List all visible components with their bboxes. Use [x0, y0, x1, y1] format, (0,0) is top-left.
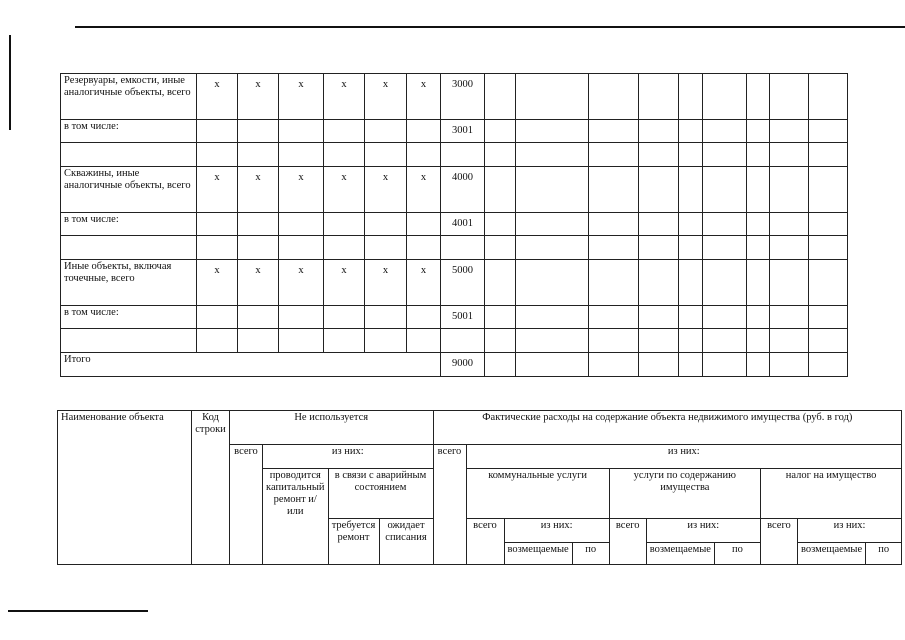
- empty-cell: [324, 236, 365, 260]
- empty-cell: [770, 120, 809, 143]
- empty-cell: [197, 329, 238, 353]
- row-code: 5001: [441, 306, 485, 329]
- empty-cell: [324, 120, 365, 143]
- section-label: Резервуары, емкости, иные аналогичные объекты, всего: [61, 74, 197, 120]
- empty-cell: [747, 143, 770, 167]
- empty-cell: [809, 213, 848, 236]
- table-row: [61, 143, 848, 167]
- code-header: Код строки: [192, 411, 230, 565]
- empty-cell: [809, 353, 848, 377]
- empty-cell: [516, 306, 589, 329]
- not-used-header: Не используется: [230, 411, 434, 445]
- empty-cell: [770, 167, 809, 213]
- section-label: Иные объекты, включая точечные, всего: [61, 260, 197, 306]
- empty-cell: [485, 236, 516, 260]
- row-code: [441, 236, 485, 260]
- row-code: 3000: [441, 74, 485, 120]
- utilities-header: коммунальные услуги: [466, 469, 609, 519]
- empty-cell: [703, 306, 747, 329]
- empty-cell: [589, 213, 639, 236]
- empty-cell: [516, 236, 589, 260]
- empty-cell: [703, 143, 747, 167]
- empty-cell: [809, 260, 848, 306]
- empty-cell: [639, 143, 679, 167]
- top-rule: [75, 26, 905, 28]
- empty-cell: [703, 329, 747, 353]
- tax-by: по: [866, 543, 902, 565]
- awaits-writeoff-header: ожидает списания: [379, 519, 433, 565]
- empty-cell: [197, 120, 238, 143]
- empty-cell: [516, 143, 589, 167]
- empty-cell: [589, 143, 639, 167]
- empty-cell: [679, 260, 703, 306]
- maintenance-reimbursed: возмещаемые: [646, 543, 714, 565]
- empty-cell: [197, 236, 238, 260]
- row-code: 4001: [441, 213, 485, 236]
- tax-reimbursed: возмещаемые: [797, 543, 865, 565]
- empty-cell: [747, 236, 770, 260]
- costs-of-them: из них:: [466, 445, 902, 469]
- x-mark: x: [324, 260, 365, 306]
- x-mark: x: [279, 74, 324, 120]
- empty-cell: [485, 120, 516, 143]
- x-mark: x: [407, 167, 441, 213]
- empty-cell: [238, 236, 279, 260]
- empty-cell: [365, 120, 407, 143]
- empty-cell: [679, 213, 703, 236]
- empty-cell: [809, 167, 848, 213]
- x-mark: x: [279, 260, 324, 306]
- row-label: в том числе:: [61, 213, 197, 236]
- empty-cell: [324, 329, 365, 353]
- empty-cell: [365, 329, 407, 353]
- needs-repair-header: требуется ремонт: [328, 519, 379, 565]
- empty-cell: [324, 213, 365, 236]
- property-tax-header: налог на имущество: [760, 469, 901, 519]
- empty-cell: [747, 120, 770, 143]
- costs-total: всего: [433, 445, 466, 565]
- table-row: [61, 213, 848, 236]
- empty-cell: [770, 260, 809, 306]
- empty-cell: [679, 329, 703, 353]
- empty-cell: [279, 143, 324, 167]
- empty-cell: [679, 306, 703, 329]
- row-label: [61, 236, 197, 260]
- row-code: 4000: [441, 167, 485, 213]
- empty-cell: [407, 143, 441, 167]
- empty-cell: [485, 143, 516, 167]
- empty-cell: [589, 74, 639, 120]
- table-row: [61, 329, 848, 353]
- empty-cell: [238, 329, 279, 353]
- empty-cell: [747, 329, 770, 353]
- empty-cell: [197, 213, 238, 236]
- empty-cell: [747, 260, 770, 306]
- empty-cell: [485, 329, 516, 353]
- table-row: [61, 74, 848, 120]
- empty-cell: [238, 120, 279, 143]
- x-mark: x: [407, 74, 441, 120]
- empty-cell: [197, 306, 238, 329]
- empty-cell: [679, 74, 703, 120]
- empty-cell: [516, 329, 589, 353]
- empty-cell: [589, 260, 639, 306]
- empty-cell: [770, 236, 809, 260]
- empty-cell: [407, 120, 441, 143]
- empty-cell: [516, 120, 589, 143]
- x-mark: x: [197, 260, 238, 306]
- table-row: [61, 236, 848, 260]
- empty-cell: [238, 306, 279, 329]
- total-code: 9000: [441, 353, 485, 377]
- empty-cell: [279, 306, 324, 329]
- empty-cell: [238, 213, 279, 236]
- empty-cell: [485, 306, 516, 329]
- row-code: 3001: [441, 120, 485, 143]
- maintenance-header: услуги по содержанию имущества: [609, 469, 760, 519]
- x-mark: x: [238, 260, 279, 306]
- row-code: 5000: [441, 260, 485, 306]
- empty-cell: [589, 353, 639, 377]
- empty-cell: [407, 306, 441, 329]
- empty-cell: [639, 213, 679, 236]
- section-label: Скважины, иные аналогичные объекты, всего: [61, 167, 197, 213]
- empty-cell: [747, 213, 770, 236]
- empty-cell: [365, 306, 407, 329]
- empty-cell: [365, 213, 407, 236]
- objects-table-body: [61, 74, 848, 377]
- empty-cell: [770, 213, 809, 236]
- left-margin-mark: [9, 35, 11, 130]
- objects-table: [60, 73, 848, 377]
- tax-total: всего: [760, 519, 797, 565]
- total-label: Итого: [61, 353, 441, 377]
- empty-cell: [589, 120, 639, 143]
- empty-cell: [639, 260, 679, 306]
- name-header: Наименование объекта: [58, 411, 192, 565]
- empty-cell: [516, 213, 589, 236]
- empty-cell: [770, 306, 809, 329]
- empty-cell: [639, 329, 679, 353]
- empty-cell: [703, 74, 747, 120]
- empty-cell: [679, 353, 703, 377]
- x-mark: x: [407, 260, 441, 306]
- maintenance-of-them: из них:: [646, 519, 760, 543]
- table-row: [61, 120, 848, 143]
- empty-cell: [703, 260, 747, 306]
- empty-cell: [589, 236, 639, 260]
- x-mark: x: [324, 167, 365, 213]
- empty-cell: [747, 167, 770, 213]
- table-row: [61, 167, 848, 213]
- utilities-total: всего: [466, 519, 504, 565]
- empty-cell: [809, 120, 848, 143]
- bottom-rule: [8, 610, 148, 612]
- empty-cell: [703, 353, 747, 377]
- empty-cell: [809, 306, 848, 329]
- empty-cell: [639, 74, 679, 120]
- empty-cell: [703, 213, 747, 236]
- x-mark: x: [365, 260, 407, 306]
- empty-cell: [747, 306, 770, 329]
- empty-cell: [770, 329, 809, 353]
- row-label: в том числе:: [61, 120, 197, 143]
- empty-cell: [238, 143, 279, 167]
- empty-cell: [639, 236, 679, 260]
- table-row: [61, 306, 848, 329]
- x-mark: x: [238, 167, 279, 213]
- row-label: в том числе:: [61, 306, 197, 329]
- empty-cell: [516, 167, 589, 213]
- empty-cell: [279, 120, 324, 143]
- empty-cell: [679, 167, 703, 213]
- empty-cell: [485, 260, 516, 306]
- row-code: [441, 329, 485, 353]
- empty-cell: [365, 143, 407, 167]
- empty-cell: [639, 167, 679, 213]
- empty-cell: [516, 260, 589, 306]
- empty-cell: [407, 329, 441, 353]
- x-mark: x: [197, 167, 238, 213]
- empty-cell: [485, 74, 516, 120]
- tax-of-them: из них:: [797, 519, 901, 543]
- utilities-by: по: [572, 543, 609, 565]
- empty-cell: [279, 329, 324, 353]
- x-mark: x: [365, 74, 407, 120]
- empty-cell: [589, 167, 639, 213]
- maintenance-by: по: [714, 543, 760, 565]
- empty-cell: [747, 353, 770, 377]
- row-label: [61, 143, 197, 167]
- table-row: [61, 260, 848, 306]
- empty-cell: [639, 353, 679, 377]
- empty-cell: [324, 143, 365, 167]
- empty-cell: [703, 120, 747, 143]
- empty-cell: [365, 236, 407, 260]
- empty-cell: [679, 236, 703, 260]
- row-code: [441, 143, 485, 167]
- empty-cell: [485, 167, 516, 213]
- x-mark: x: [365, 167, 407, 213]
- empty-cell: [809, 143, 848, 167]
- empty-cell: [279, 236, 324, 260]
- x-mark: x: [238, 74, 279, 120]
- empty-cell: [324, 306, 365, 329]
- utilities-of-them: из них:: [504, 519, 609, 543]
- empty-cell: [809, 236, 848, 260]
- empty-cell: [589, 329, 639, 353]
- empty-cell: [770, 353, 809, 377]
- x-mark: x: [324, 74, 365, 120]
- x-mark: x: [279, 167, 324, 213]
- empty-cell: [516, 353, 589, 377]
- utilities-reimbursed: возмещаемые: [504, 543, 572, 565]
- x-mark: x: [197, 74, 238, 120]
- empty-cell: [770, 74, 809, 120]
- empty-cell: [679, 143, 703, 167]
- empty-cell: [407, 236, 441, 260]
- actual-costs-header: Фактические расходы на содержание объекта недвижимого имущества (руб. в год): [433, 411, 902, 445]
- not-used-of-them: из них:: [263, 445, 434, 469]
- empty-cell: [639, 306, 679, 329]
- empty-cell: [703, 236, 747, 260]
- empty-cell: [485, 213, 516, 236]
- empty-cell: [407, 213, 441, 236]
- costs-header-table: [57, 410, 902, 565]
- capital-repair-header: проводится капитальный ремонт и/или: [263, 469, 329, 565]
- empty-cell: [639, 120, 679, 143]
- empty-cell: [809, 74, 848, 120]
- empty-cell: [516, 74, 589, 120]
- empty-cell: [703, 167, 747, 213]
- total-row: [61, 353, 848, 377]
- empty-cell: [589, 306, 639, 329]
- not-used-total: всего: [230, 445, 263, 565]
- empty-cell: [747, 74, 770, 120]
- maintenance-total: всего: [609, 519, 646, 565]
- empty-cell: [485, 353, 516, 377]
- row-label: [61, 329, 197, 353]
- empty-cell: [770, 143, 809, 167]
- empty-cell: [197, 143, 238, 167]
- empty-cell: [809, 329, 848, 353]
- empty-cell: [679, 120, 703, 143]
- empty-cell: [279, 213, 324, 236]
- emergency-header: в связи с аварийным состоянием: [328, 469, 433, 519]
